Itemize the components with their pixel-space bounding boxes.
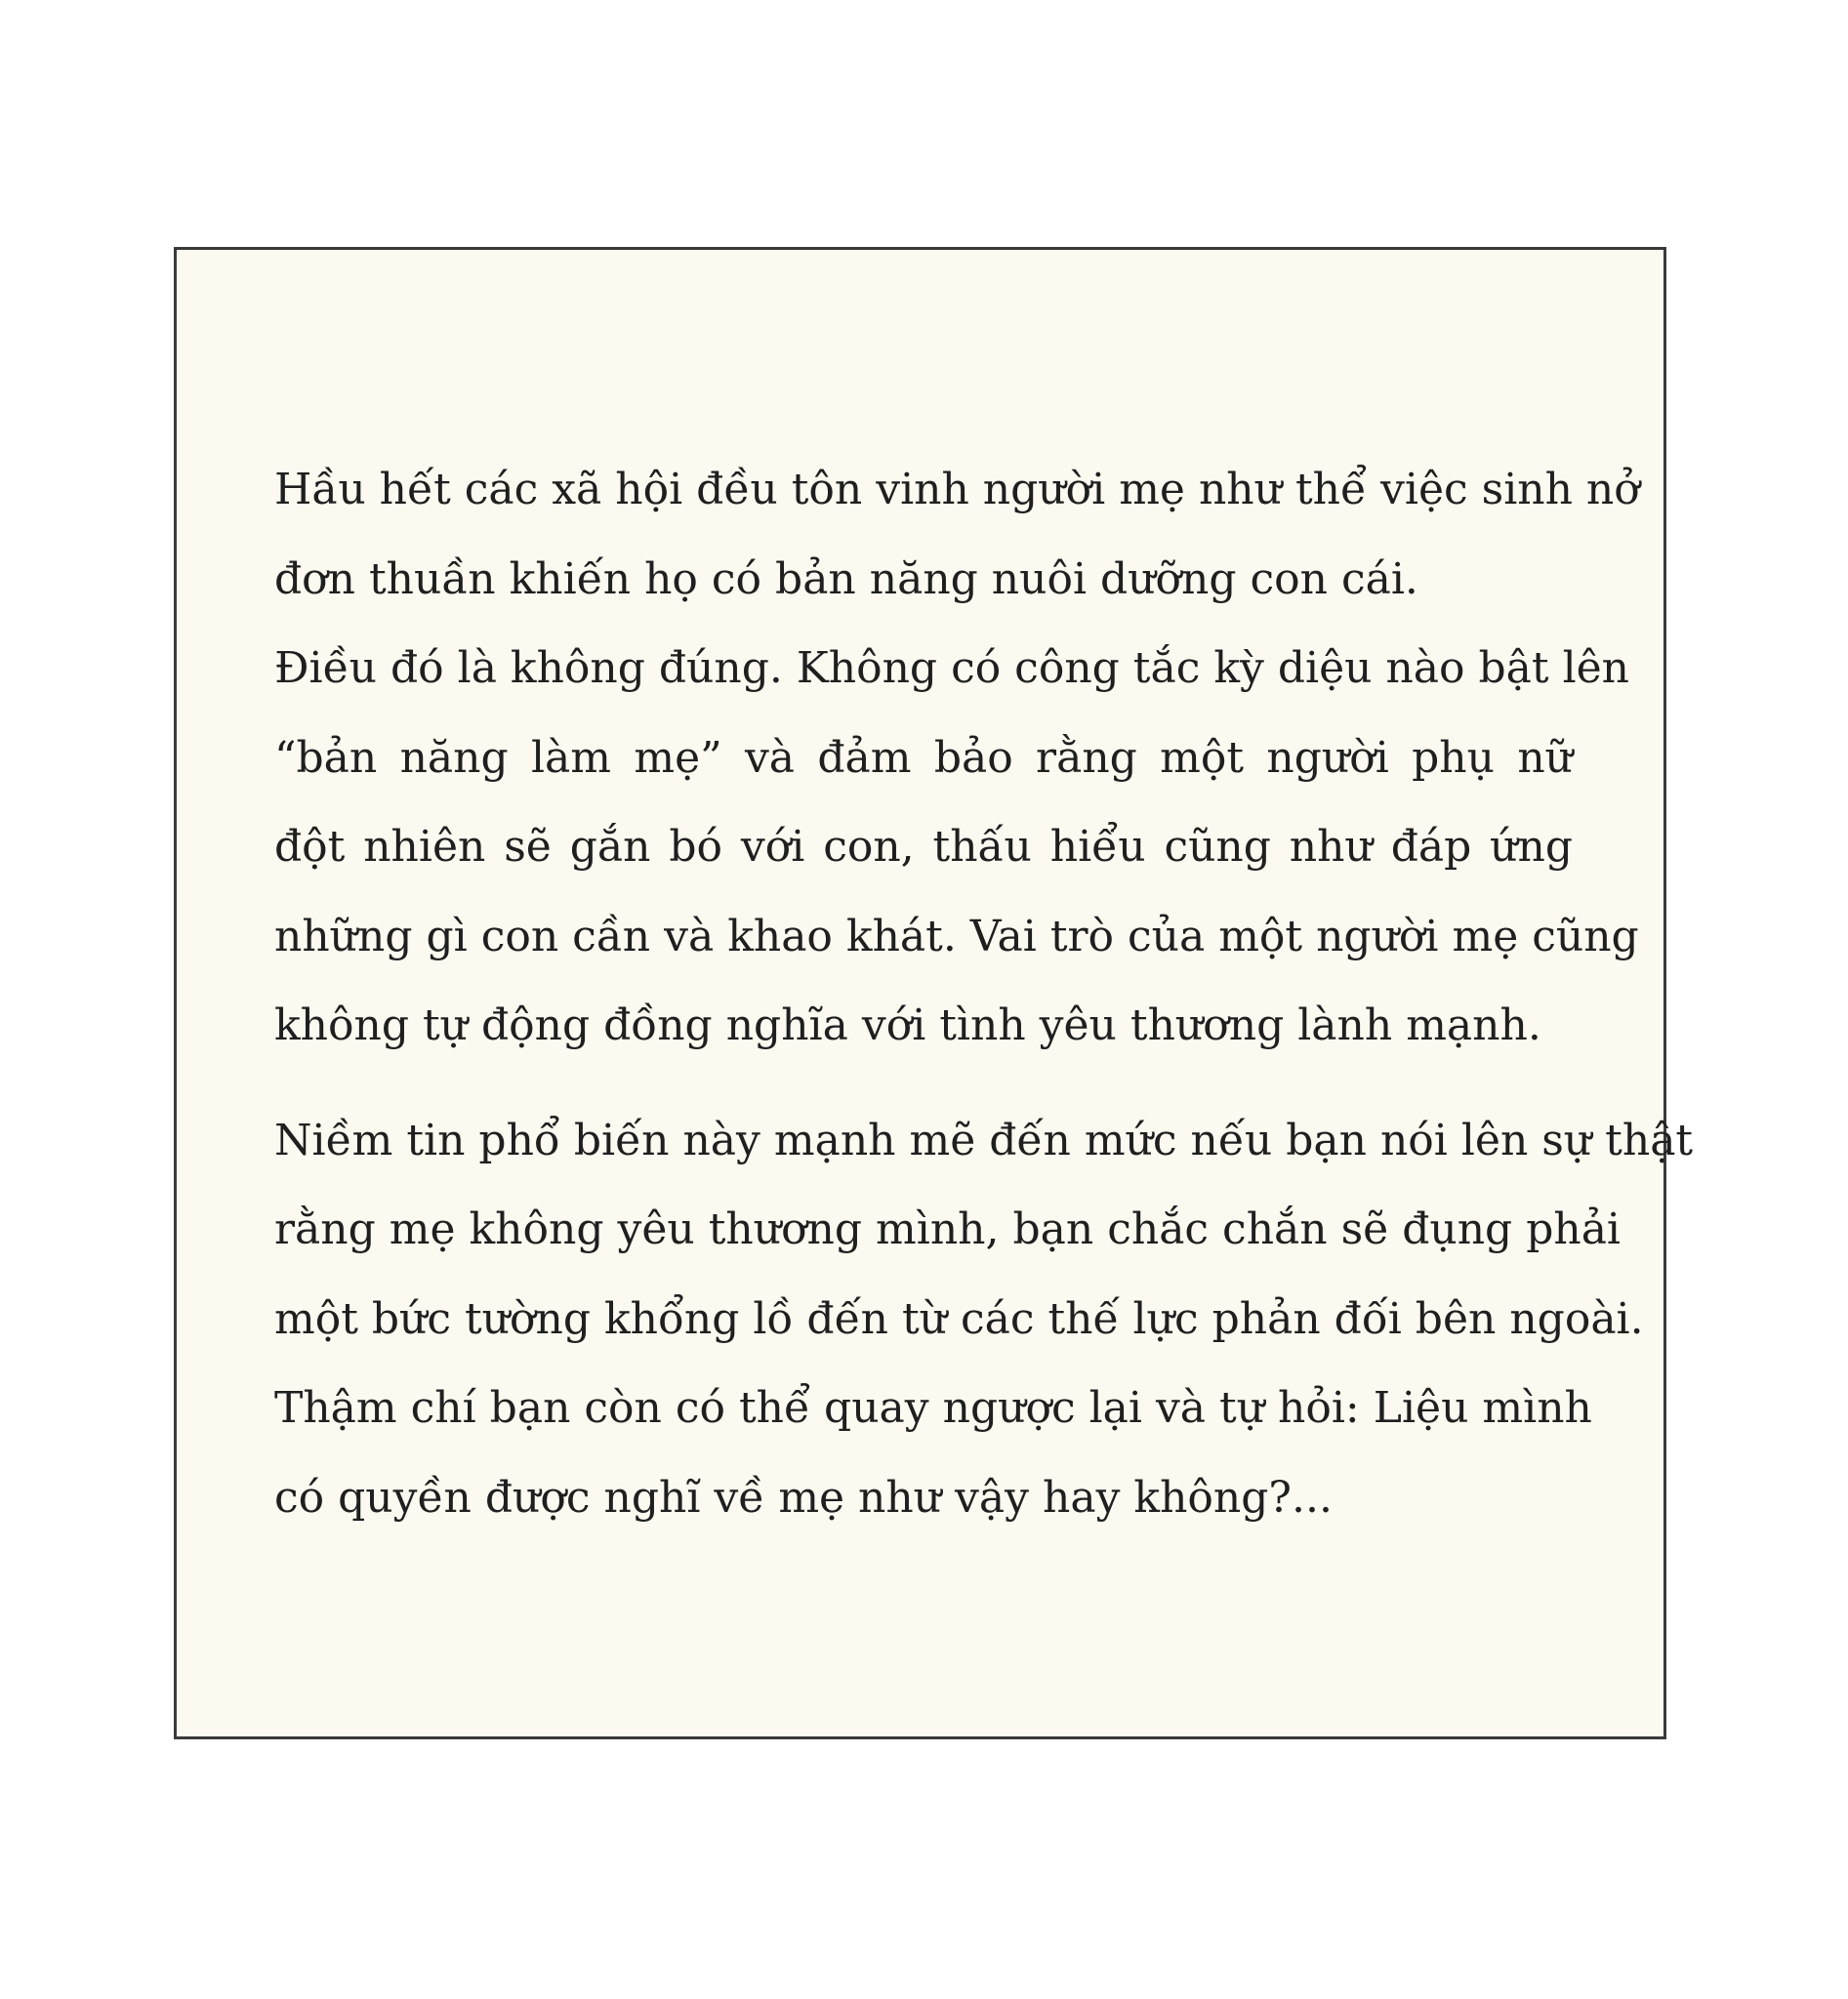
paragraph-2 [274,1096,1694,1543]
text-line: có quyền được nghĩ về mẹ như vậy hay không?... [274,1472,1333,1523]
text-line: rằng mẹ không yêu thương mình, bạn chắc chắn sẽ đụng phải [274,1204,1621,1254]
text-line: Niềm tin phổ biến này mạnh mẽ đến mức nếu bạn nói lên sự thật [274,1115,1694,1165]
text-line: Điều đó là không đúng. Không có công tắc kỳ diệu nào bật lên [274,643,1630,693]
text-line: “bản năng làm mẹ” và đảm bảo rằng một người phụ nữ [274,732,1573,783]
text-line: đơn thuần khiến họ có bản năng nuôi dưỡng con cái. [274,553,1418,604]
text-line: Thậm chí bạn còn có thể quay ngược lại và tự hỏi: Liệu mình [274,1383,1592,1433]
text-line: những gì con cần và khao khát. Vai trò của một người mẹ cũng [274,911,1639,961]
quote-text [274,445,1694,1542]
text-line: một bức tường khổng lồ đến từ các thế lực phản đối bên ngoài. [274,1293,1644,1344]
text-line: không tự động đồng nghĩa với tình yêu thương lành mạnh. [274,1000,1541,1050]
text-line: Hầu hết các xã hội đều tôn vinh người mẹ như thể việc sinh nở [274,465,1640,514]
quote-card [174,247,1694,1739]
text-line: đột nhiên sẽ gắn bó với con, thấu hiểu cũng như đáp ứng [274,822,1573,872]
paragraph-1 [274,445,1640,1071]
